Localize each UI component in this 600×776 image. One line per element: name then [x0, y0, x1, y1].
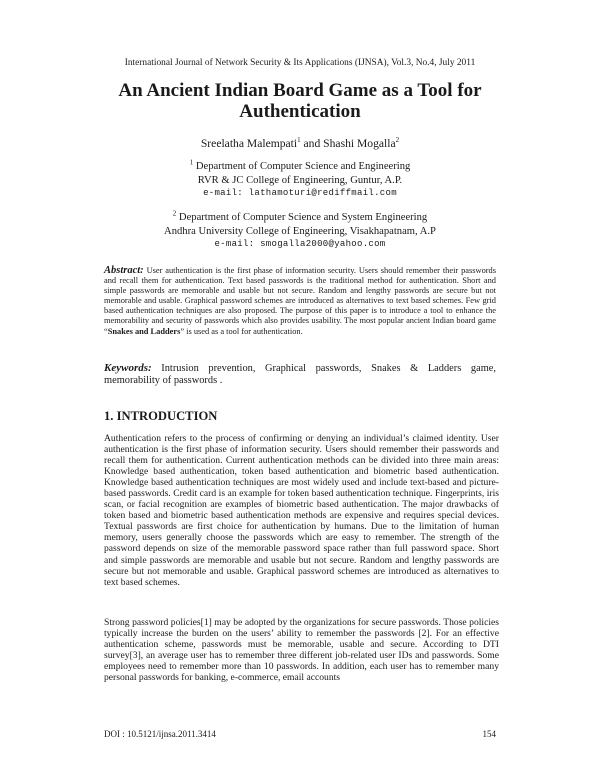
doi: DOI : 10.5121/ijnsa.2011.3414 — [104, 729, 216, 739]
page-number: 154 — [482, 729, 496, 739]
affiliation-1 — [0, 160, 600, 201]
affiliation-2-email: e-mail: smogalla2000@yahoo.com — [214, 239, 386, 249]
keywords-text: Intrusion prevention, Graphical passwords, Snakes & Ladders game, memorability of passwords . — [104, 363, 496, 387]
abstract — [104, 266, 496, 337]
affiliation-2-college: Andhra University College of Engineering, Visakhapatnam, A.P — [164, 225, 436, 237]
affiliation-2 — [0, 211, 600, 252]
journal-header: International Journal of Network Security & Its Applications (IJNSA), Vol.3, No.4, July 2011 — [124, 58, 476, 68]
section-heading: 1. INTRODUCTION — [104, 409, 218, 423]
affiliation-1-department: Department of Computer Science and Engineering — [193, 161, 411, 172]
body-paragraph-1: Authentication refers to the process of confirming or denying an individual’s claimed identity. User authentication is the first phase of information security. Users should remember their passwords and recall them for authentication. Current authentication methods can be divided into three main areas: Knowledge based authentication, token based authentication and biometric based authentication. Knowledge based authentication techniques are most widely used and include text-based and picture-based passwords. Credit card is an example for token based authentication technique. Fingerprints, iris scan, or facial recognition are examples of biometric based authentication. The major drawbacks of token based and biometric based authentication methods are expensive and requires special devices. Textual passwords are first choice for authentication by humans. Due to the limitation of human memory, users generally choose the passwords which are easy to remember. The strength of the password depends on size of the memorable password space rather than full password space. Short and simple passwords are memorable and usable but not secure. Random and lengthy passwords are secure but not memorable and usable. Graphical password schemes are introduced as alternatives to text based schemes. — [104, 433, 499, 588]
author-2-affiliation-mark: 2 — [395, 136, 400, 145]
affiliation-1-college: RVR & JC College of Engineering, Guntur, A.P. — [197, 174, 403, 186]
abstract-label: Abstract: — [104, 265, 144, 276]
abstract-text-part-2: ” is used as a tool for authentication. — [180, 326, 303, 336]
affiliation-2-department: Department of Computer Science and System Engineering — [176, 212, 428, 223]
abstract-text-part-1: User authentication is the first phase of information security. Users should remember their passwords and recall them for authentication. Text based passwords is the traditional method for authentication. Short and simple passwords are memorable and usable but not secure. Random and lengthy passwords are secure but not memorable and usable. Graphical password schemes are introduced as alternatives to text based schemes. Few grid based authentication techniques are also proposed. The purpose of this paper is to introduce a tool to enhance the memorability and security of passwords which also provides usability. The most popular ancient Indian board game “ — [104, 266, 496, 336]
affiliation-1-email: e-mail: lathamoturi@rediffmail.com — [203, 188, 397, 198]
title-line-2: Authentication — [239, 101, 361, 122]
author-list — [0, 137, 600, 150]
affiliation-2-mark: 2 — [172, 209, 177, 218]
keywords — [104, 362, 496, 388]
title-line-1: An Ancient Indian Board Game as a Tool for — [118, 80, 482, 101]
author-1-affiliation-mark: 1 — [297, 136, 301, 145]
author-1: Sreelatha Malempati — [200, 137, 298, 150]
page-footer — [104, 729, 496, 739]
author-connector: and — [300, 137, 324, 150]
author-2: Shashi Mogalla — [323, 137, 396, 150]
abstract-game-name: Snakes and Ladders — [107, 326, 181, 336]
paper-title — [60, 80, 540, 122]
keywords-label: Keywords: — [104, 362, 152, 374]
affiliation-1-mark: 1 — [189, 158, 194, 167]
body-paragraph-2: Strong password policies[1] may be adopted by the organizations for secure passwords. Those policies typically increase the burden on the users’ ability to remember the passwords [2]. For an effective authentication scheme, passwords must be memorable, usable and secure. According to DTI survey[3], an average user has to remember three different job-related user IDs and passwords. Some employees need to remember more than 10 passwords. In addition, each user has to remember many personal passwords for banking, e-commerce, email accounts — [104, 617, 499, 684]
